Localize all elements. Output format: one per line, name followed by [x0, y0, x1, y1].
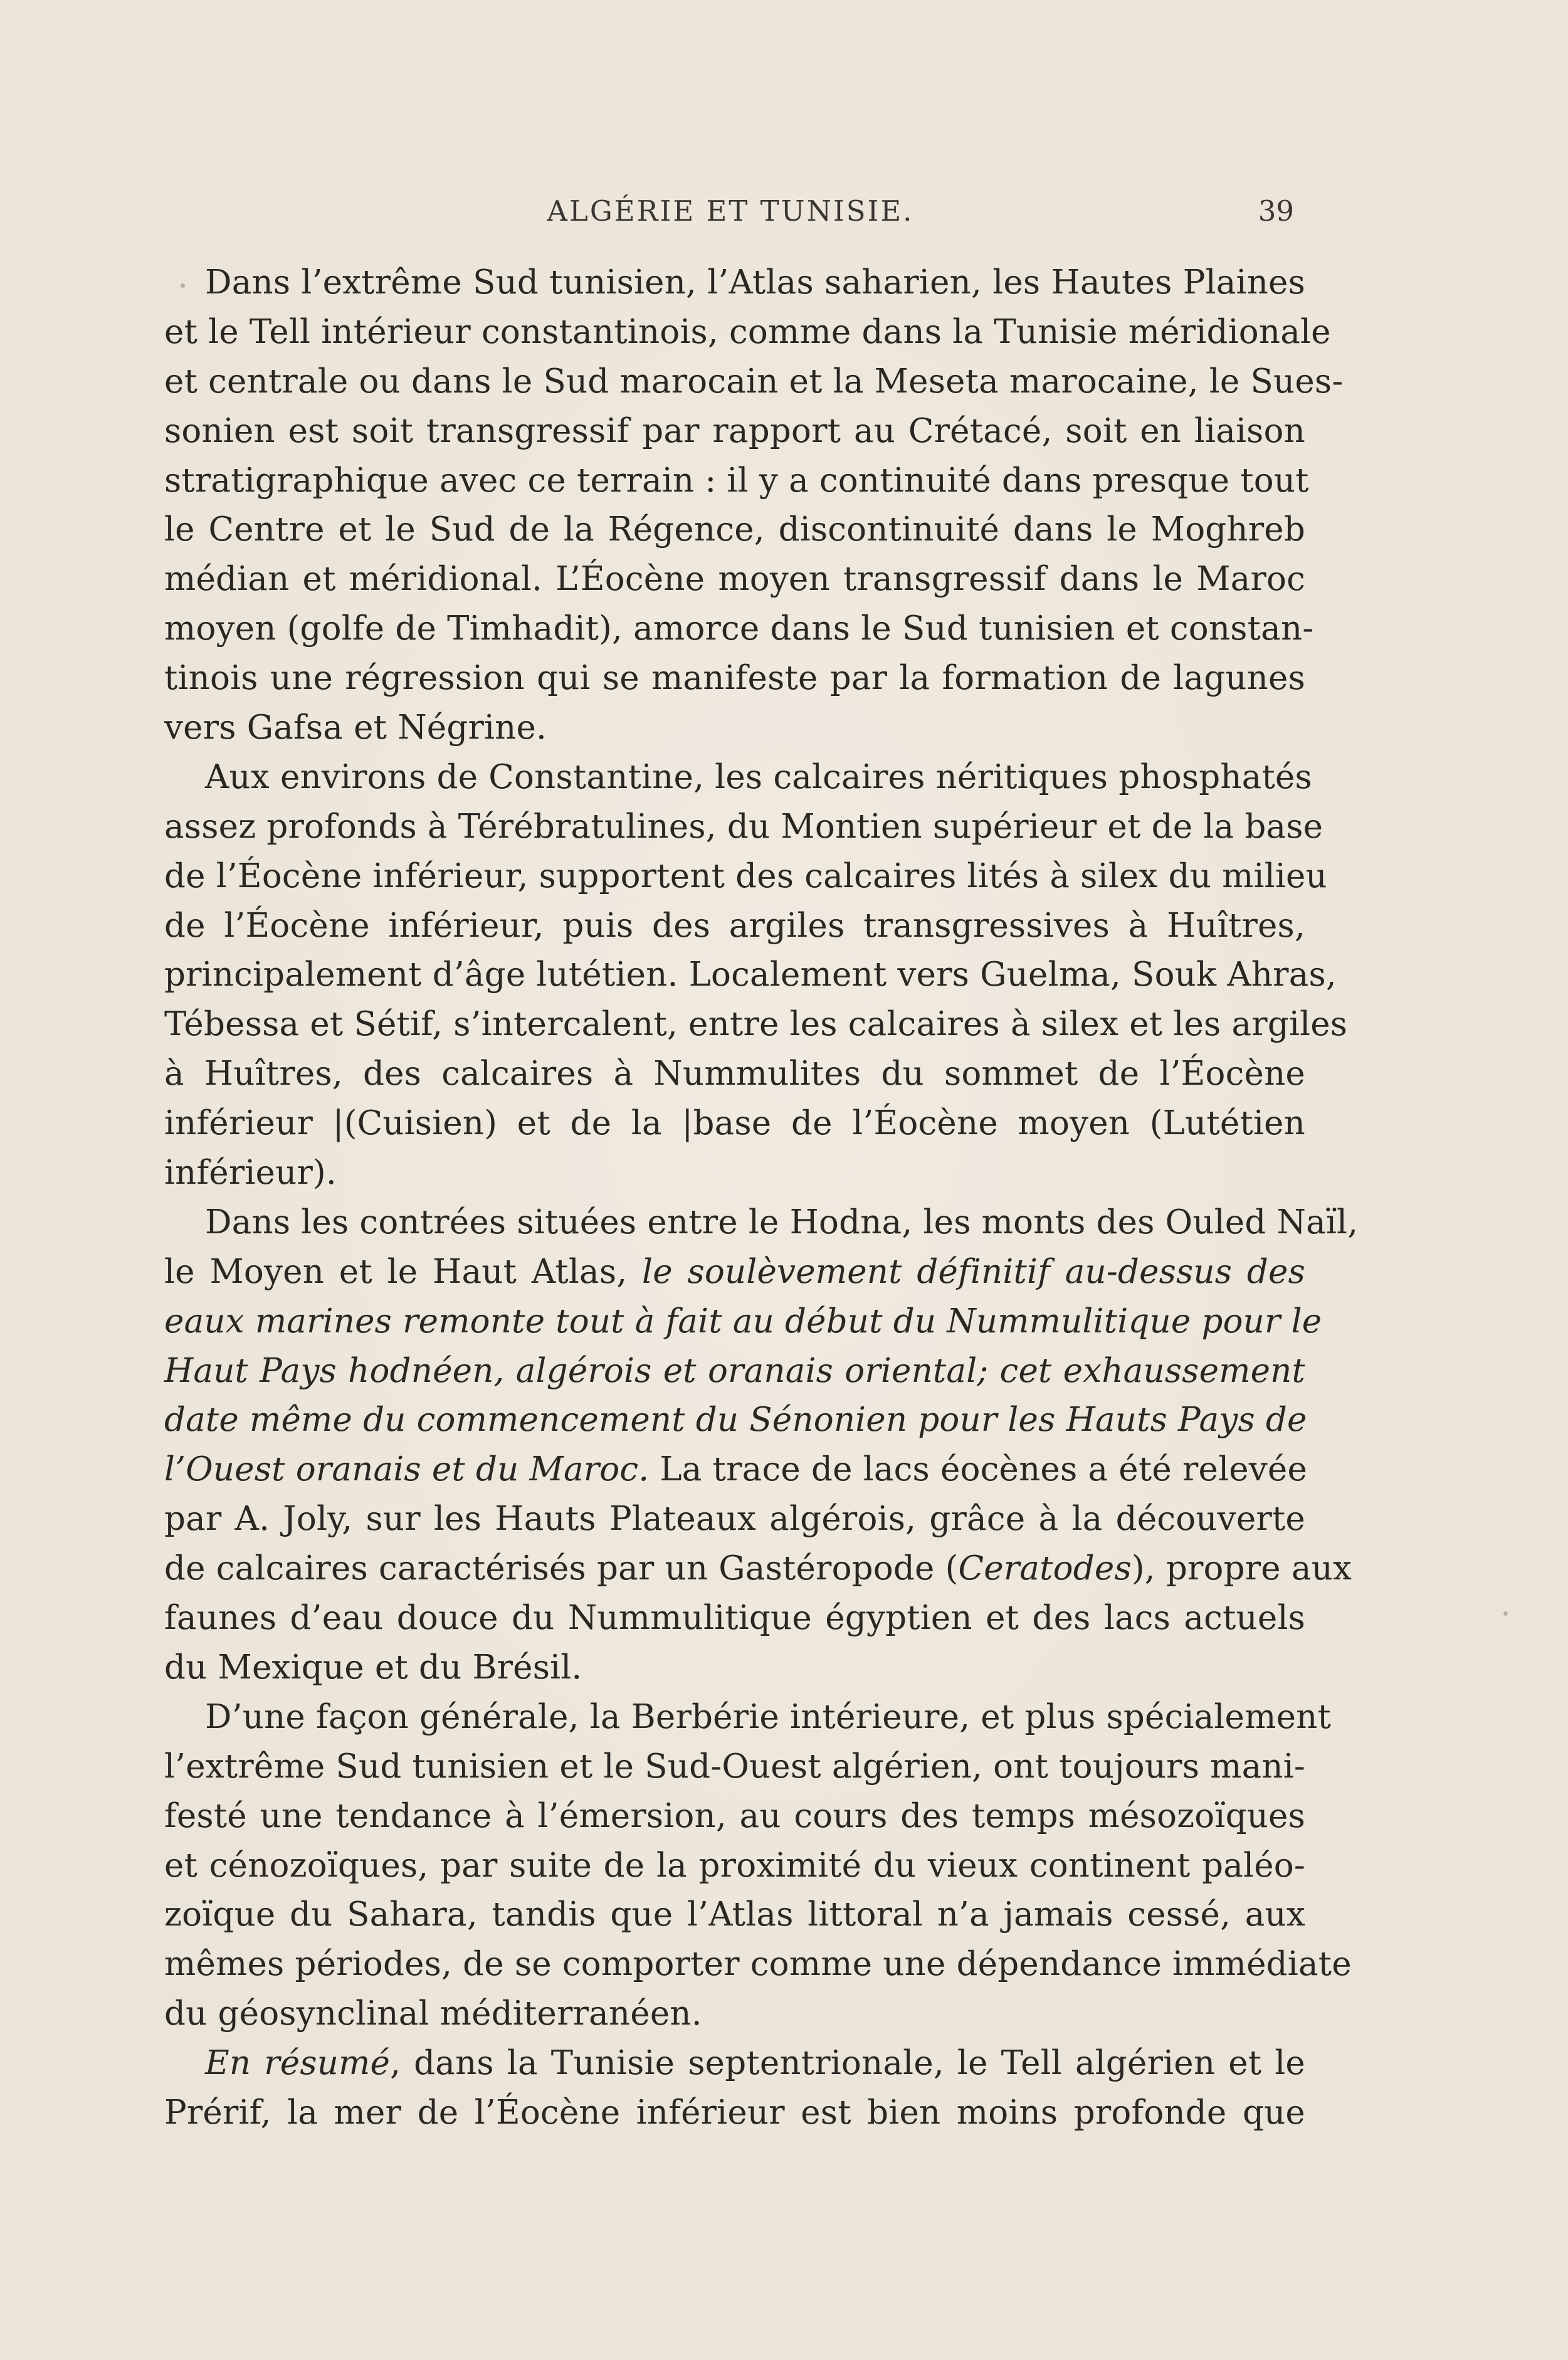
- text-segment: le Moyen et le Haut Atlas,: [164, 1252, 628, 1291]
- text-line: faunes d’eau douce du Nummulitique égyptien et des lacs actuels: [164, 1599, 1305, 1638]
- page-number: 39: [1258, 194, 1294, 228]
- text-line: Aux environs de Constantine, les calcaires néritiques phosphatés: [205, 757, 1312, 796]
- text-line: sonien est soit transgressif par rapport au Crétacé, soit en liaison: [164, 411, 1305, 450]
- text-line: inférieur).: [164, 1154, 337, 1193]
- italic-segment: le soulèvement définitif au-dessus des: [642, 1252, 1305, 1291]
- text-line: Dans les contrées situées entre le Hodna, les monts des Ouled Naïl,: [205, 1203, 1359, 1241]
- text-line: zoïque du Sahara, tandis que l’Atlas littoral n’a jamais cessé, aux: [164, 1895, 1305, 1934]
- text-line: de l’Éocène inférieur, supportent des calcaires lités à silex du milieu: [164, 856, 1327, 895]
- text-line: et le Tell intérieur constantinois, comme dans la Tunisie méridionale: [164, 312, 1331, 351]
- text-line: vers Gafsa et Négrine.: [164, 709, 547, 747]
- text-line: [164, 1544, 1352, 1594]
- text-line: le Centre et le Sud de la Régence, discontinuité dans le Moghreb: [164, 510, 1305, 549]
- text-line: festé une tendance à l’émersion, au cours des temps mésozoïques: [164, 1796, 1305, 1835]
- running-title: ALGÉRIE ET TUNISIE.: [547, 194, 914, 228]
- text-line: [164, 2039, 1305, 2089]
- text-line: et cénozoïques, par suite de la proximité du vieux continent paléo-: [164, 1846, 1305, 1885]
- text-segment: ), propre aux: [1131, 1549, 1352, 1588]
- text-line: principalement d’âge lutétien. Localement vers Guelma, Souk Ahras,: [164, 956, 1337, 994]
- text-line: par A. Joly, sur les Hauts Plateaux algérois, grâce à la découverte: [164, 1500, 1305, 1539]
- text-line: assez profonds à Térébratulines, du Montien supérieur et de la base: [164, 807, 1323, 846]
- text-segment: La trace de lacs éocènes a été relevée: [660, 1450, 1308, 1489]
- text-line: Dans l’extrême Sud tunisien, l’Atlas saharien, les Hautes Plaines: [205, 263, 1305, 302]
- text-line: tinois une régression qui se manifeste par la formation de lagunes: [164, 659, 1305, 698]
- italic-segment: Ceratodes: [958, 1549, 1132, 1588]
- text-line: moyen (golfe de Timhadit), amorce dans le Sud tunisien et constan-: [164, 609, 1314, 648]
- text-line: [164, 1445, 1308, 1495]
- text-line: du géosynclinal méditerranéen.: [164, 1994, 702, 2033]
- text-segment: de calcaires caractérisés par un Gastéropode (: [164, 1549, 959, 1588]
- text-line: et centrale ou dans le Sud marocain et la Meseta marocaine, le Sues-: [164, 362, 1344, 401]
- text-line: Tébessa et Sétif, s’intercalent, entre les calcaires à silex et les argiles: [164, 1005, 1348, 1044]
- text-line: mêmes périodes, de se comporter comme une dépendance immédiate: [164, 1945, 1352, 1984]
- text-line: [164, 1248, 1305, 1297]
- text-line: Prérif, la mer de l’Éocène inférieur est bien moins profonde que: [164, 2093, 1305, 2132]
- text-line: du Mexique et du Brésil.: [164, 1648, 582, 1687]
- text-line: médian et méridional. L’Éocène moyen transgressif dans le Maroc: [164, 560, 1305, 599]
- text-line: l’extrême Sud tunisien et le Sud-Ouest algérien, ont toujours mani-: [164, 1747, 1305, 1786]
- text-line: inférieur |(Cuisien) et de la |base de l’Éocène moyen (Lutétien: [164, 1104, 1305, 1143]
- text-line: date même du commencement du Sénonien pour les Hauts Pays de: [164, 1401, 1307, 1440]
- text-line: stratigraphique avec ce terrain : il y a continuité dans presque tout: [164, 461, 1309, 500]
- italic-segment: l’Ouest oranais et du Maroc.: [164, 1450, 650, 1489]
- running-head: [163, 188, 1298, 238]
- paper-speck: [1503, 1611, 1508, 1616]
- text-line: Haut Pays hodnéen, algérois et oranais oriental; cet exhaussement: [164, 1351, 1305, 1390]
- text-line: de l’Éocène inférieur, puis des argiles transgressives à Huîtres,: [164, 906, 1305, 945]
- body-text: [164, 258, 1359, 2138]
- paper-speck: [181, 283, 185, 288]
- text-segment: , dans la Tunisie septentrionale, le Tell algérien et le: [390, 2044, 1305, 2083]
- italic-segment: En résumé: [205, 2044, 391, 2083]
- text-line: à Huîtres, des calcaires à Nummulites du sommet de l’Éocène: [164, 1055, 1305, 1093]
- text-line: eaux marines remonte tout à fait au début du Nummulitique pour le: [164, 1302, 1322, 1341]
- text-line: D’une façon générale, la Berbérie intérieure, et plus spécialement: [205, 1697, 1331, 1736]
